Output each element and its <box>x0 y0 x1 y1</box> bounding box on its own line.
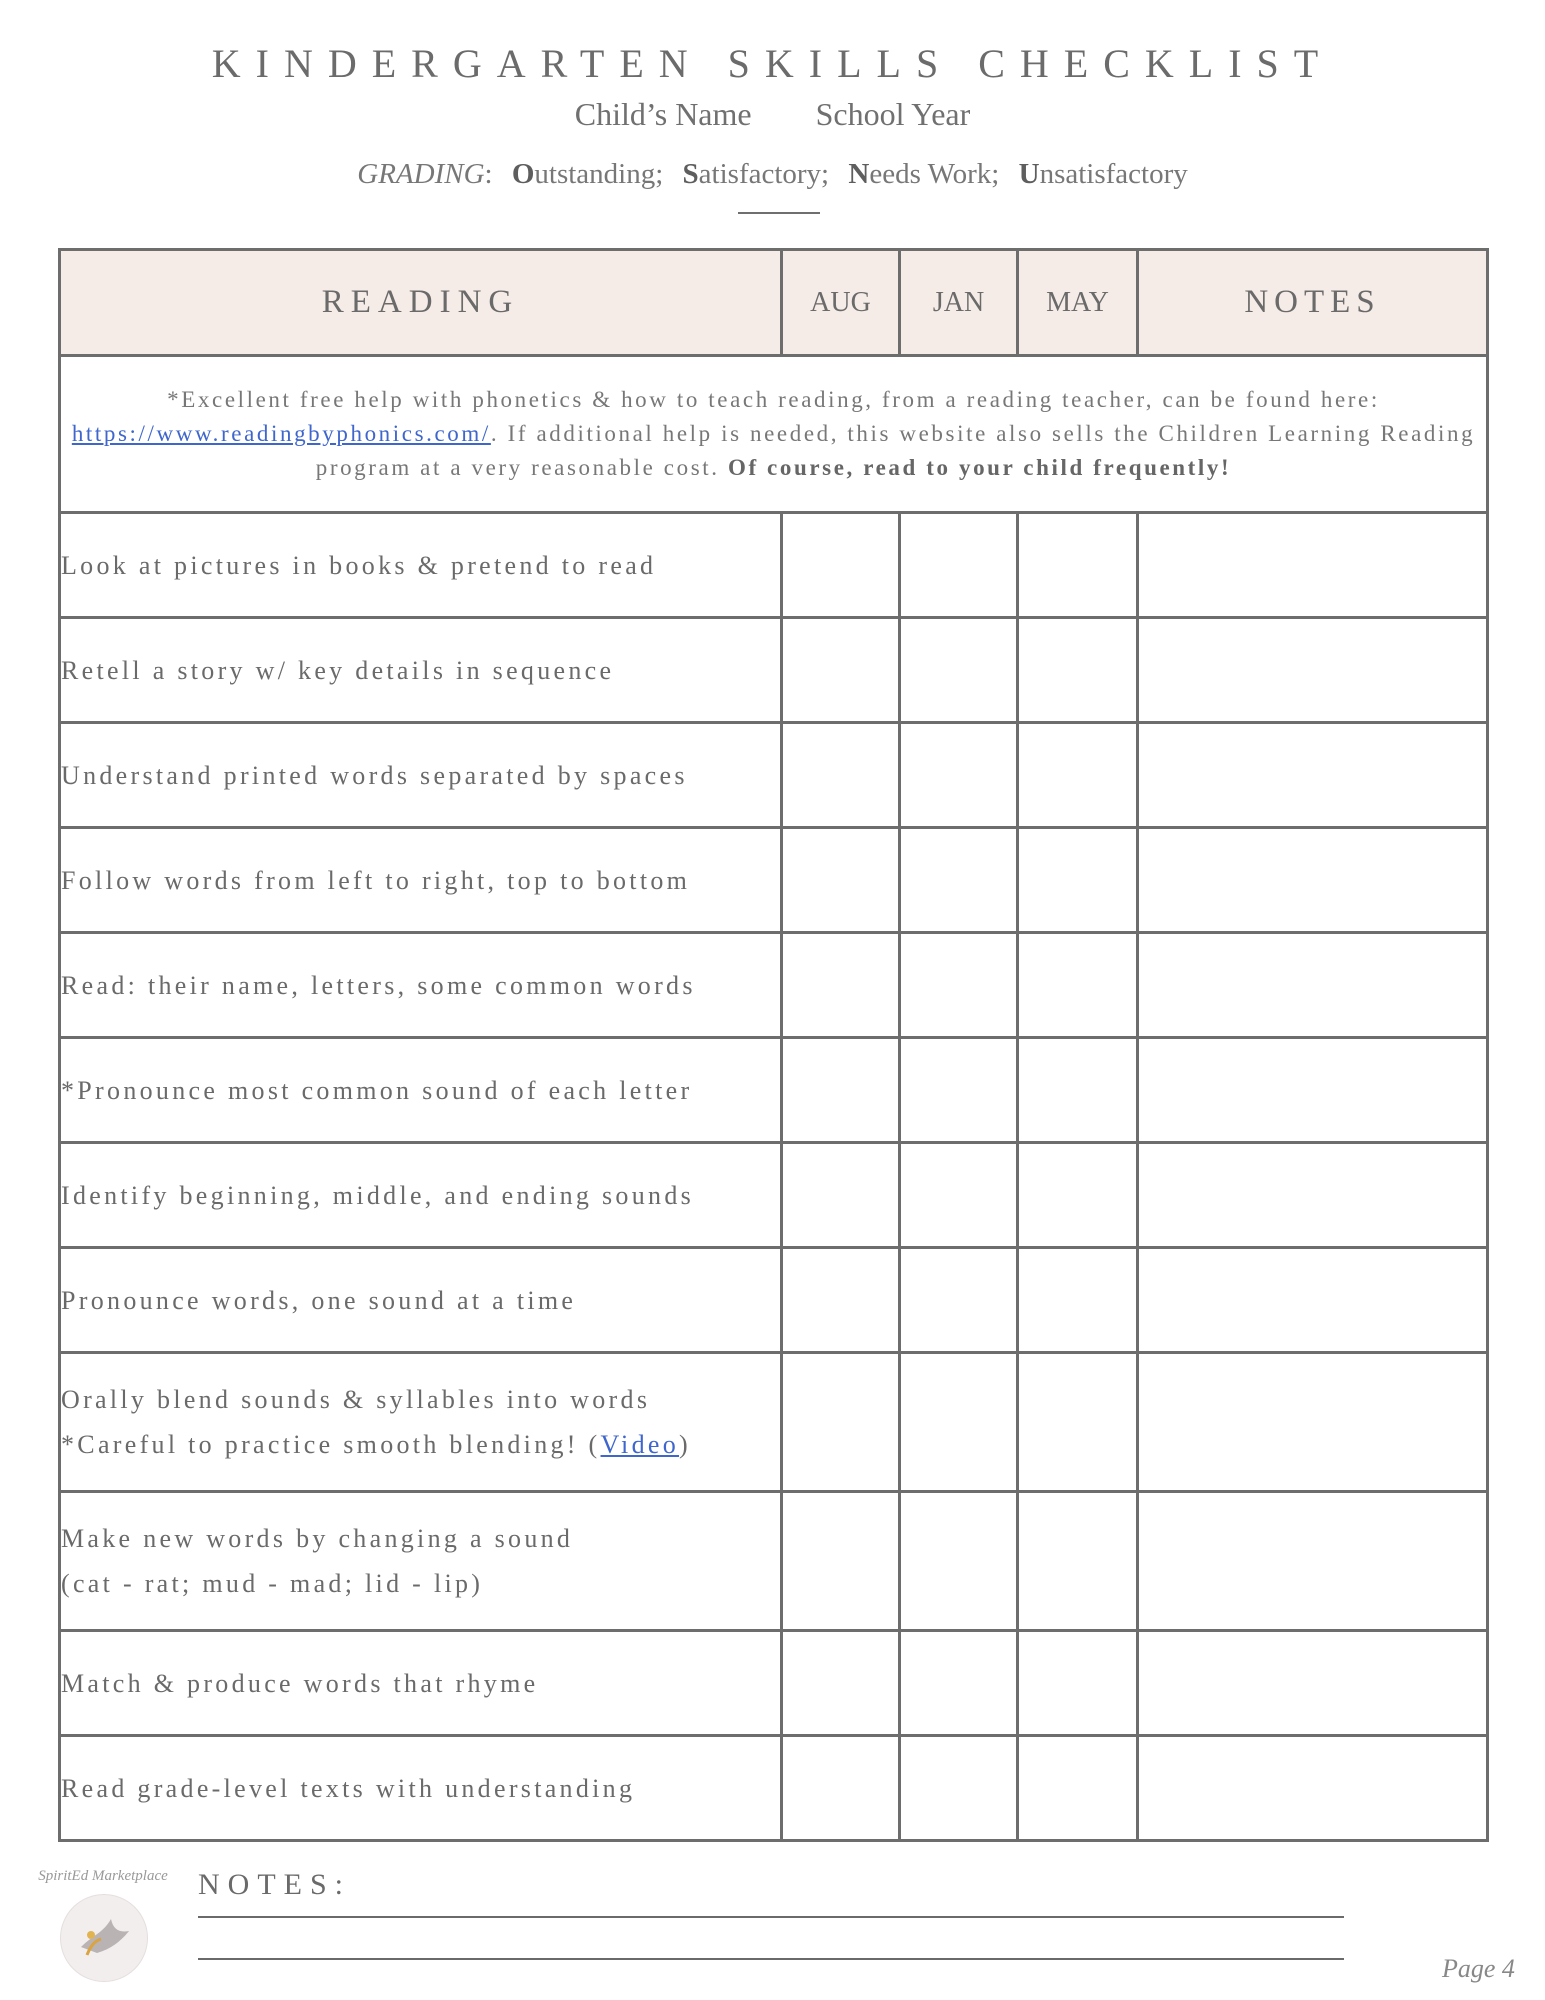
skill-label: *Pronounce most common sound of each letter <box>60 1038 782 1143</box>
jan-cell[interactable] <box>900 1353 1018 1492</box>
skill-label: Follow words from left to right, top to bottom <box>60 828 782 933</box>
table-row <box>60 1631 1488 1736</box>
notes-header: NOTES <box>1138 250 1488 356</box>
skill-line-1: Make new words by changing a sound <box>61 1524 574 1553</box>
aug-cell[interactable] <box>782 723 900 828</box>
aug-cell[interactable] <box>782 828 900 933</box>
jan-cell[interactable] <box>900 1038 1018 1143</box>
may-cell[interactable] <box>1018 933 1138 1038</box>
table-row <box>60 933 1488 1038</box>
jan-cell[interactable] <box>900 1492 1018 1631</box>
notes-line[interactable] <box>198 1916 1344 1918</box>
jan-cell[interactable] <box>900 1248 1018 1353</box>
school-year-label: School Year <box>815 96 971 132</box>
jan-cell[interactable] <box>900 513 1018 618</box>
table-row <box>60 1143 1488 1248</box>
aug-cell[interactable] <box>782 1736 900 1841</box>
aug-cell[interactable] <box>782 1143 900 1248</box>
notes-cell[interactable] <box>1138 723 1488 828</box>
jan-cell[interactable] <box>900 1631 1018 1736</box>
notes-cell[interactable] <box>1138 1492 1488 1631</box>
readingbyphonics-link[interactable]: https://www.readingbyphonics.com/ <box>71 421 491 446</box>
notes-line[interactable] <box>198 1958 1344 1960</box>
may-cell[interactable] <box>1018 828 1138 933</box>
grading-key: GRADING: Outstanding; Satisfactory; Needs Work; Unsatisfactory <box>357 158 1188 190</box>
dove-logo-icon <box>60 1894 148 1982</box>
jan-header: JAN <box>900 250 1018 356</box>
notes-label: NOTES: <box>198 1868 351 1901</box>
notes-cell[interactable] <box>1138 618 1488 723</box>
notes-cell[interactable] <box>1138 513 1488 618</box>
jan-cell[interactable] <box>900 723 1018 828</box>
notes-cell[interactable] <box>1138 1248 1488 1353</box>
table-row <box>60 513 1488 618</box>
table-row <box>60 618 1488 723</box>
notes-cell[interactable] <box>1138 1736 1488 1841</box>
may-cell[interactable] <box>1018 1038 1138 1143</box>
title-divider <box>738 212 820 214</box>
skill-line-1: Orally blend sounds & syllables into words <box>61 1385 651 1414</box>
may-cell[interactable] <box>1018 1353 1138 1492</box>
grade-unsatisfactory: Unsatisfactory <box>1018 158 1188 190</box>
info-row: *Excellent free help with phonetics & how to teach reading, from a reading teacher, can be found here: https://www.readingbyphonics.com/. If additional help is needed, this website also sells the Children Learning Reading program at a very reasonable cost. Of course, read to your child frequently! <box>60 356 1488 513</box>
table-row <box>60 723 1488 828</box>
table-row <box>60 1038 1488 1143</box>
notes-cell[interactable] <box>1138 933 1488 1038</box>
skill-label: Match & produce words that rhyme <box>60 1631 782 1736</box>
aug-cell[interactable] <box>782 1492 900 1631</box>
notes-cell[interactable] <box>1138 1353 1488 1492</box>
may-cell[interactable] <box>1018 513 1138 618</box>
aug-cell[interactable] <box>782 513 900 618</box>
page-number: Page 4 <box>1442 1954 1515 1983</box>
notes-cell[interactable] <box>1138 1038 1488 1143</box>
may-cell[interactable] <box>1018 1248 1138 1353</box>
skill-label-two-line <box>60 1492 782 1631</box>
jan-cell[interactable] <box>900 618 1018 723</box>
grading-label: GRADING <box>357 158 485 190</box>
reading-header: READING <box>60 250 782 356</box>
table-row <box>60 1492 1488 1631</box>
may-cell[interactable] <box>1018 723 1138 828</box>
skill-label: Read grade-level texts with understanding <box>60 1736 782 1841</box>
may-cell[interactable] <box>1018 1631 1138 1736</box>
aug-cell[interactable] <box>782 1631 900 1736</box>
grade-satisfactory: Satisfactory; <box>682 158 830 190</box>
notes-cell[interactable] <box>1138 828 1488 933</box>
skill-label: Understand printed words separated by spaces <box>60 723 782 828</box>
jan-cell[interactable] <box>900 933 1018 1038</box>
aug-cell[interactable] <box>782 1248 900 1353</box>
grade-needs-work: Needs Work; <box>848 158 1000 190</box>
notes-cell[interactable] <box>1138 1631 1488 1736</box>
aug-cell[interactable] <box>782 618 900 723</box>
notes-cell[interactable] <box>1138 1143 1488 1248</box>
skill-label: Retell a story w/ key details in sequence <box>60 618 782 723</box>
aug-cell[interactable] <box>782 1038 900 1143</box>
skill-line-2: (cat - rat; mud - mad; lid - lip) <box>61 1569 484 1598</box>
aug-cell[interactable] <box>782 933 900 1038</box>
video-link[interactable]: Video <box>600 1430 680 1459</box>
aug-cell[interactable] <box>782 1353 900 1492</box>
jan-cell[interactable] <box>900 828 1018 933</box>
child-name-label: Child’s Name <box>574 96 752 132</box>
jan-cell[interactable] <box>900 1143 1018 1248</box>
skill-line-2: *Careful to practice smooth blending! (Video) <box>61 1430 691 1459</box>
table-row <box>60 1736 1488 1841</box>
jan-cell[interactable] <box>900 1736 1018 1841</box>
may-cell[interactable] <box>1018 1492 1138 1631</box>
name-year-line <box>0 96 1545 133</box>
may-cell[interactable] <box>1018 1736 1138 1841</box>
grade-outstanding: Outstanding; <box>511 158 664 190</box>
aug-header: AUG <box>782 250 900 356</box>
page-title: KINDERGARTEN SKILLS CHECKLIST <box>211 41 1334 86</box>
skill-label-two-line <box>60 1353 782 1492</box>
may-cell[interactable] <box>1018 1143 1138 1248</box>
skill-label: Pronounce words, one sound at a time <box>60 1248 782 1353</box>
skills-table <box>58 248 1489 1842</box>
table-row <box>60 1248 1488 1353</box>
skill-label: Identify beginning, middle, and ending sounds <box>60 1143 782 1248</box>
spirited-marketplace-logo <box>28 1868 178 1988</box>
may-cell[interactable] <box>1018 618 1138 723</box>
table-row <box>60 1353 1488 1492</box>
logo-text: SpiritEd Marketplace <box>38 1868 168 1884</box>
skill-label: Read: their name, letters, some common words <box>60 933 782 1038</box>
skill-label: Look at pictures in books & pretend to read <box>60 513 782 618</box>
may-header: MAY <box>1018 250 1138 356</box>
table-row <box>60 828 1488 933</box>
